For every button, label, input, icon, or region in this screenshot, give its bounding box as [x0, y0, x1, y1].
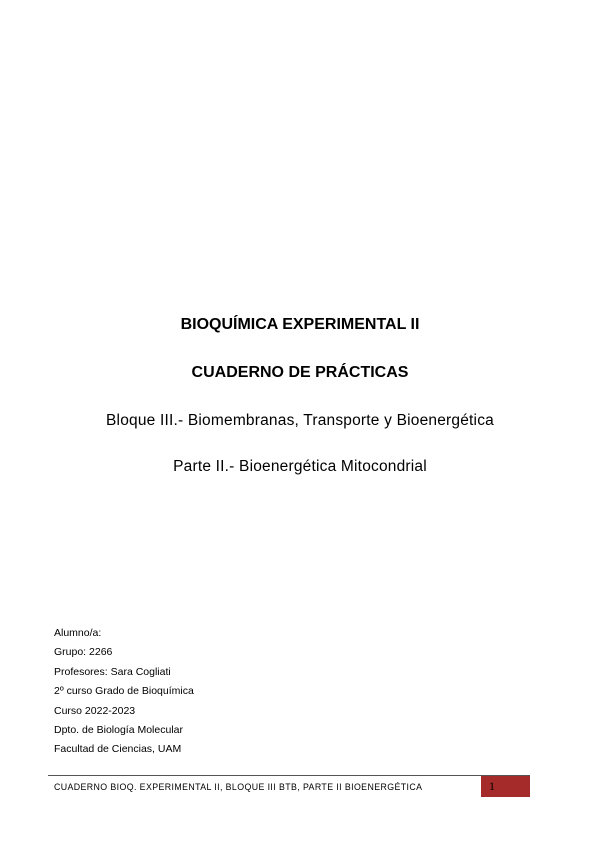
document-title: BIOQUÍMICA EXPERIMENTAL II [180, 316, 420, 333]
student-line: Alumno/a: [54, 627, 102, 639]
block-title: Bloque III.- Biomembranas, Transporte y Bioenergética [106, 412, 494, 429]
footer-divider [48, 775, 530, 776]
page-number: 1 [489, 779, 495, 793]
course-year-line: 2º curso Grado de Bioquímica [54, 685, 194, 698]
faculty-line: Facultad de Ciencias, UAM [54, 743, 182, 756]
teachers-line: Profesores: Sara Cogliati [54, 665, 171, 678]
page-number-box [481, 776, 530, 797]
academic-year-line: Curso 2022-2023 [54, 704, 136, 717]
part-title: Parte II.- Bioenergética Mitocondrial [173, 458, 427, 475]
department-line: Dpto. de Biología Molecular [54, 724, 183, 737]
footer-text: CUADERNO BIOQ. EXPERIMENTAL II, BLOQUE III BTB, PARTE II BIOENERGÉTICA [54, 782, 423, 792]
group-line: Grupo: 2266 [54, 646, 113, 659]
document-subtitle: CUADERNO DE PRÁCTICAS [191, 364, 409, 381]
student-info [54, 624, 194, 760]
